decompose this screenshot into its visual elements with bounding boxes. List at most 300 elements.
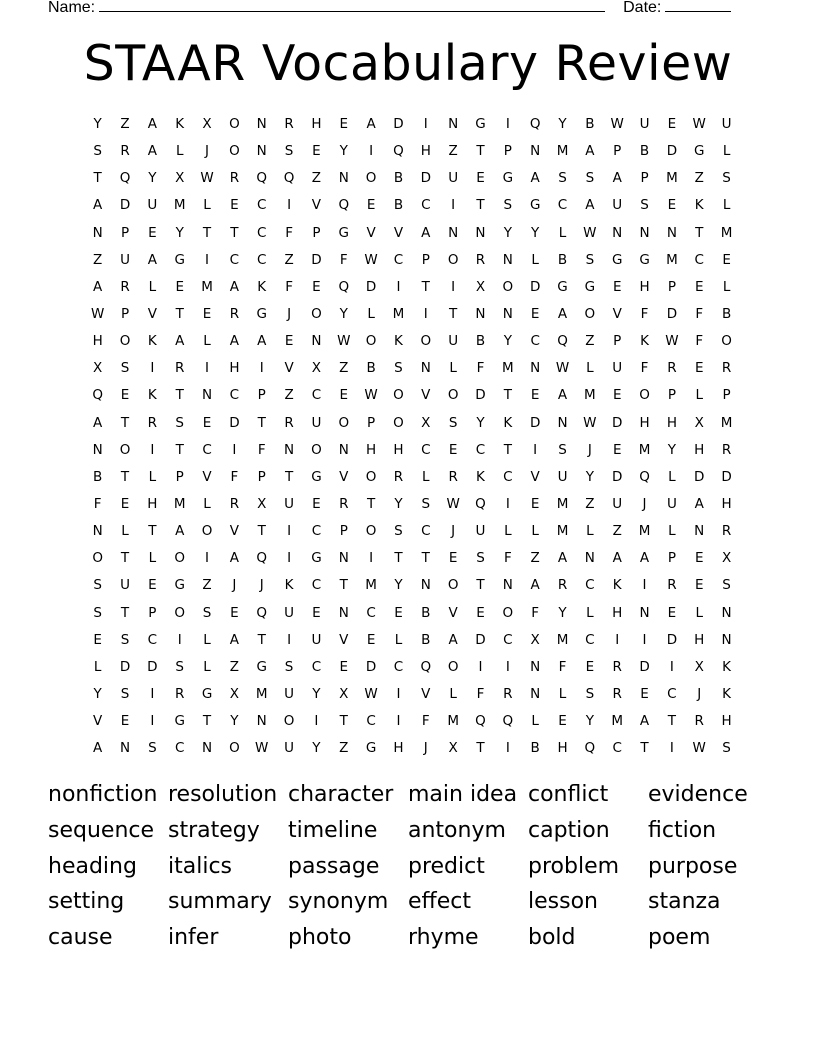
word-list-item: lesson [528,889,598,915]
grid-cell: C [202,441,212,458]
grid-cell: Y [558,604,567,621]
grid-cell: I [396,685,401,702]
grid-cell: W [337,333,351,350]
grid-cell: T [339,713,348,730]
grid-cell: H [366,441,377,458]
grid-cell: C [311,658,322,675]
grid-cell: P [339,523,348,540]
grid-cell: A [93,278,103,295]
grid-cell: S [93,604,102,621]
grid-cell: R [229,495,240,512]
grid-cell: N [666,224,677,241]
grid-cell: U [448,170,459,187]
grid-cell: L [422,468,430,485]
grid-cell: T [175,305,184,322]
grid-cell: I [615,631,620,648]
grid-cell: Y [148,170,157,187]
grid-cell: Z [694,170,704,187]
grid-cell: M [666,251,678,268]
grid-cell: E [202,414,212,431]
word-list [48,779,768,958]
grid-cell: E [230,197,239,214]
grid-cell: E [230,604,239,621]
grid-cell: Q [393,143,404,160]
grid-cell: Z [339,360,349,377]
grid-cell: G [365,740,377,757]
grid-cell: E [448,441,458,458]
grid-cell: H [721,713,732,730]
grid-cell: E [558,713,567,730]
grid-cell: U [120,577,130,594]
grid-cell: L [586,360,594,377]
grid-cell: P [421,251,430,268]
grid-cell: V [339,631,349,648]
grid-cell: E [694,577,704,594]
grid-cell: M [255,685,268,702]
grid-cell: W [692,740,706,757]
grid-cell: C [393,251,404,268]
word-list-item: evidence [648,782,748,807]
grid-cell: X [694,658,704,675]
grid-cell: I [396,278,401,295]
grid-cell: J [205,143,210,160]
grid-cell: T [449,305,458,322]
grid-cell: L [531,713,539,730]
grid-cell: C [147,631,158,648]
grid-cell: A [530,577,540,594]
word-list-item: effect [408,889,471,915]
grid-cell: N [92,224,103,241]
grid-cell: J [697,685,702,702]
grid-cell: X [93,360,103,377]
word-list-item: summary [168,889,272,915]
grid-cell: V [421,685,431,702]
grid-cell: O [92,550,103,567]
grid-cell: E [148,224,157,241]
grid-cell: E [667,604,677,621]
grid-cell: C [557,197,568,214]
grid-cell: K [147,333,157,350]
grid-cell: T [667,713,677,730]
grid-cell: Q [475,713,486,730]
grid-cell: U [284,685,295,702]
grid-cell: V [284,360,294,377]
grid-cell: V [311,197,322,214]
grid-cell: Q [256,550,268,567]
grid-cell: A [448,631,458,648]
grid-cell: M [556,631,569,648]
grid-cell: F [640,360,649,377]
grid-cell: F [558,658,567,675]
grid-cell: J [642,495,647,512]
grid-cell: E [448,550,458,567]
grid-cell: O [283,713,295,730]
grid-cell: M [173,495,186,512]
grid-cell: R [339,495,349,512]
grid-cell: N [338,170,349,187]
word-list-item: sequence [48,817,155,843]
grid-cell: L [531,523,539,540]
word-list-item: antonym [408,817,506,843]
grid-cell: G [311,550,322,567]
grid-cell: R [503,685,513,702]
word-list-item: infer [168,925,219,951]
grid-cell: D [666,143,678,160]
grid-cell: T [366,495,376,512]
grid-cell: I [423,116,428,132]
grid-cell: G [256,658,267,675]
grid-cell: I [478,658,483,675]
grid-cell: T [148,523,157,540]
grid-cell: Y [503,333,512,350]
grid-cell: T [640,740,649,757]
grid-cell: V [202,468,212,485]
grid-cell: U [284,740,295,757]
grid-cell: A [147,251,157,268]
grid-cell: C [257,224,267,241]
grid-cell: T [257,631,266,648]
grid-cell: R [229,305,240,322]
grid-cell: L [449,360,457,377]
grid-cell: R [557,577,568,594]
grid-cell: U [639,116,650,132]
grid-cell: L [203,658,211,675]
grid-cell: N [338,441,349,458]
grid-cell: H [639,278,650,295]
grid-cell: Y [312,685,321,702]
grid-cell: Q [92,387,103,404]
grid-cell: N [475,305,486,322]
grid-cell: T [120,414,130,431]
grid-cell: C [311,387,322,404]
grid-cell: D [475,631,486,648]
grid-cell: X [475,278,486,295]
grid-cell: N [557,414,568,431]
grid-cell: T [421,550,430,567]
grid-cell: L [531,251,539,268]
grid-cell: S [120,631,130,648]
grid-cell: H [311,116,322,132]
grid-cell: T [476,197,485,214]
grid-cell: E [476,604,485,621]
grid-cell: Q [338,278,350,295]
grid-cell: K [722,658,731,675]
grid-cell: Z [530,550,540,567]
grid-cell: I [232,441,237,458]
grid-cell: Q [256,604,268,621]
grid-cell: S [120,360,130,377]
grid-cell: Z [284,251,294,268]
grid-cell: F [285,224,293,241]
grid-cell: D [529,278,541,295]
grid-cell: D [119,197,131,214]
grid-cell: N [420,577,431,594]
grid-cell: E [530,495,540,512]
grid-cell: M [638,523,651,540]
grid-cell: A [421,224,431,241]
grid-cell: A [147,116,157,132]
grid-cell: M [365,577,377,594]
grid-cell: F [230,468,239,485]
grid-cell: M [556,523,569,540]
grid-cell: E [366,631,376,648]
grid-cell: P [120,224,130,241]
grid-cell: N [530,360,541,377]
grid-cell: I [642,631,647,648]
grid-cell: E [312,604,321,621]
grid-cell: J [423,740,428,757]
grid-cell: D [612,414,623,431]
grid-cell: F [695,333,704,350]
grid-cell: A [639,550,650,567]
page-title: STAAR Vocabulary Review [83,35,733,92]
grid-cell: P [503,143,512,160]
grid-cell: I [669,740,674,757]
word-list-item: rhyme [408,925,479,951]
grid-cell: V [339,468,349,485]
grid-cell: Q [420,658,432,675]
grid-cell: T [476,143,485,160]
grid-cell: E [120,387,130,404]
grid-cell: I [205,360,210,377]
grid-cell: Q [338,197,350,214]
grid-cell: T [284,468,294,485]
word-list-item: character [288,782,394,807]
grid-cell: Z [202,577,212,594]
grid-cell: U [311,414,322,431]
grid-cell: A [229,550,240,567]
grid-cell: N [584,550,595,567]
grid-cell: V [448,604,458,621]
grid-cell: K [284,577,294,594]
grid-cell: S [394,523,403,540]
grid-cell: A [93,197,103,214]
grid-cell: Y [394,577,403,594]
grid-cell: K [147,387,157,404]
grid-cell: C [667,685,677,702]
grid-cell: D [475,387,486,404]
grid-cell: L [504,523,512,540]
grid-cell: L [148,278,157,295]
word-list-item: fiction [648,817,717,843]
grid-cell: B [475,333,486,350]
grid-cell: O [365,333,377,350]
grid-cell: T [257,414,266,431]
grid-cell: F [285,278,293,295]
grid-cell: X [530,631,540,648]
grid-cell: D [229,414,240,431]
grid-cell: M [556,495,569,512]
grid-cell: N [502,577,513,594]
date-blank-line [665,0,731,12]
grid-cell: B [421,631,431,648]
grid-cell: R [175,360,185,377]
grid-cell: X [721,550,732,567]
grid-cell: C [503,468,513,485]
grid-cell: N [530,658,541,675]
grid-cell: Y [667,441,677,458]
grid-cell: N [256,713,267,730]
grid-cell: L [175,143,184,160]
grid-cell: S [558,441,567,458]
grid-cell: A [366,116,376,132]
grid-cell: U [448,333,459,350]
word-list-item: setting [48,889,125,915]
grid-cell: N [420,360,431,377]
grid-cell: B [366,360,376,377]
grid-cell: M [584,387,596,404]
grid-cell: E [366,197,376,214]
grid-cell: W [692,116,706,132]
grid-cell: C [585,631,595,648]
grid-cell: L [586,523,594,540]
grid-cell: I [259,360,264,377]
grid-cell: D [721,468,732,485]
grid-cell: Y [476,414,485,431]
grid-cell: A [557,305,568,322]
grid-cell: L [586,604,594,621]
grid-cell: X [421,414,431,431]
grid-cell: A [612,170,622,187]
grid-cell: R [475,251,486,268]
grid-cell: B [421,604,431,621]
grid-cell: E [694,360,704,377]
grid-cell: T [503,387,512,404]
grid-cell: I [451,278,456,295]
grid-cell: Z [612,523,622,540]
grid-cell: C [366,604,376,621]
grid-cell: N [119,740,131,757]
grid-cell: S [394,360,403,377]
grid-cell: T [175,387,184,404]
grid-cell: N [311,333,322,350]
grid-cell: U [721,116,732,132]
grid-cell: Y [93,685,102,702]
grid-cell: Y [585,468,594,485]
grid-cell: H [612,604,623,621]
grid-cell: O [365,170,377,187]
grid-cell: G [639,251,650,268]
grid-cell: D [420,170,431,187]
grid-cell: D [393,116,404,132]
grid-cell: K [394,333,403,350]
grid-cell: A [175,523,185,540]
grid-cell: P [148,604,157,621]
grid-cell: I [287,631,292,648]
grid-cell: F [640,305,649,322]
grid-cell: N [92,441,103,458]
grid-cell: O [119,333,131,350]
grid-cell: U [475,523,486,540]
grid-cell: H [639,414,650,431]
grid-cell: C [612,740,622,757]
grid-cell: V [366,224,376,241]
grid-cell: I [505,116,510,132]
grid-cell: Q [502,713,514,730]
grid-cell: N [639,224,650,241]
grid-cell: Y [175,224,184,241]
grid-cell: C [694,251,704,268]
grid-cell: O [420,333,432,350]
grid-cell: M [611,713,624,730]
grid-cell: V [393,224,404,241]
grid-cell: K [476,468,485,485]
grid-cell: L [722,143,731,160]
grid-cell: Y [503,224,512,241]
grid-cell: S [722,740,731,757]
grid-cell: L [394,631,403,648]
grid-cell: J [287,305,292,322]
grid-cell: W [364,387,378,404]
grid-cell: A [639,713,650,730]
grid-cell: C [475,441,486,458]
grid-cell: I [369,143,374,160]
grid-cell: R [120,278,130,295]
grid-cell: M [666,170,678,187]
grid-cell: I [505,658,510,675]
grid-cell: C [393,658,404,675]
grid-cell: X [339,685,349,702]
grid-cell: N [475,224,486,241]
grid-cell: S [585,170,595,187]
grid-cell: V [421,387,431,404]
grid-cell: L [449,685,457,702]
word-list-item: italics [168,853,233,879]
grid-cell: I [150,685,155,702]
grid-cell: A [557,387,568,404]
grid-cell: A [229,333,240,350]
grid-cell: W [200,170,214,187]
grid-cell: T [257,523,266,540]
grid-cell: N [721,604,732,621]
grid-cell: Y [230,713,239,730]
grid-cell: E [394,604,403,621]
grid-cell: O [229,116,240,132]
grid-cell: C [257,251,267,268]
grid-cell: O [447,387,459,404]
grid-cell: C [366,713,376,730]
grid-cell: C [229,387,240,404]
grid-cell: R [284,414,294,431]
grid-cell: J [259,577,264,594]
grid-cell: I [150,360,155,377]
grid-cell: Y [339,143,348,160]
grid-cell: P [257,387,266,404]
grid-cell: H [694,631,705,648]
grid-cell: X [311,360,322,377]
grid-cell: A [93,740,103,757]
grid-cell: I [150,441,155,458]
grid-cell: P [640,170,649,187]
grid-cell: S [284,143,294,160]
grid-cell: A [229,278,240,295]
grid-cell: M [556,143,569,160]
grid-cell: N [639,604,650,621]
grid-cell: F [503,550,512,567]
grid-cell: P [312,224,321,241]
grid-cell: H [694,441,705,458]
grid-cell: F [257,441,266,458]
grid-cell: Q [119,170,131,187]
grid-cell: Q [475,495,486,512]
grid-cell: E [476,170,485,187]
grid-cell: L [203,197,211,214]
grid-cell: L [722,197,731,214]
grid-cell: I [505,495,510,512]
grid-cell: L [668,468,676,485]
word-list-item: cause [48,925,113,951]
grid-cell: R [721,360,732,377]
